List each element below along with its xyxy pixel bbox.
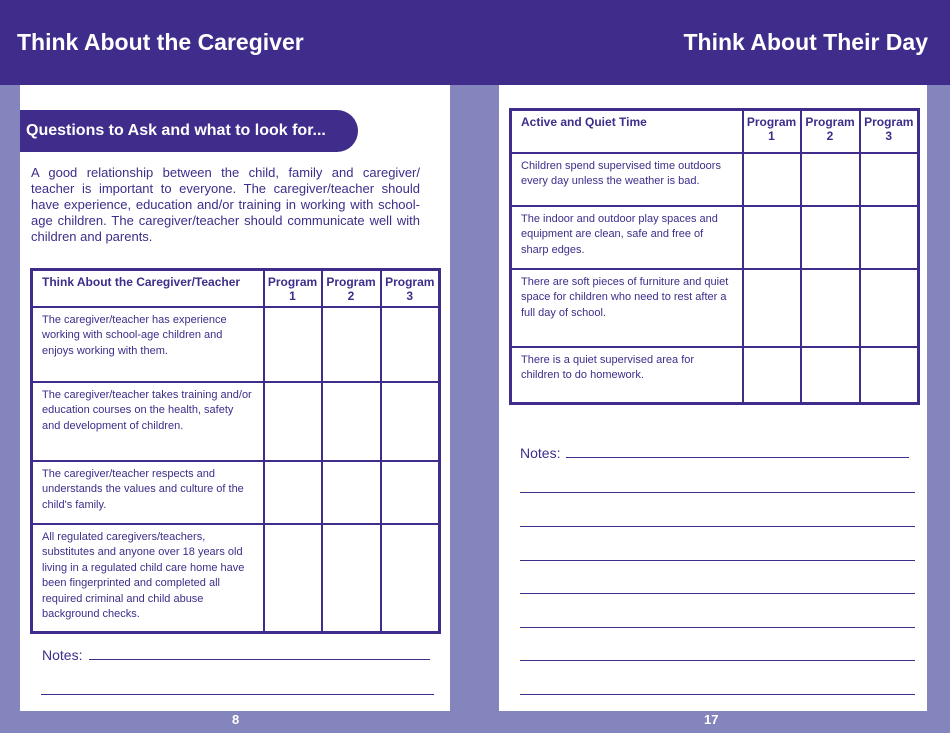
question-cell: The caregiver/teacher respects and understands the values and culture of the child's family. [32, 461, 264, 524]
checkbox-cell-program-2[interactable] [801, 206, 860, 269]
checkbox-cell-program-3[interactable] [381, 307, 440, 382]
notes-label: Notes: [520, 445, 561, 461]
question-cell: The caregiver/teacher takes training and/or education courses on the health, safety and development of children. [32, 382, 264, 461]
right-page [499, 85, 927, 711]
notes-line[interactable] [41, 694, 434, 695]
right-page-number: 17 [704, 712, 719, 727]
checkbox-cell-program-3[interactable] [381, 461, 440, 524]
checkbox-cell-program-2[interactable] [801, 269, 860, 347]
table-row [32, 461, 440, 524]
checkbox-cell-program-1[interactable] [743, 347, 801, 404]
notes-field[interactable] [520, 445, 560, 461]
table-row [511, 347, 919, 404]
program-1-header: Program 1 [264, 270, 322, 307]
left-page [20, 85, 450, 711]
table-header-row [32, 270, 440, 307]
checkbox-cell-program-1[interactable] [264, 461, 322, 524]
notes-line[interactable] [520, 492, 915, 493]
question-cell: There are soft pieces of furniture and quiet space for children who need to rest after a full day of school. [511, 269, 743, 347]
checkbox-cell-program-3[interactable] [381, 524, 440, 633]
checkbox-cell-program-3[interactable] [860, 347, 919, 404]
program-2-header: Program 2 [322, 270, 381, 307]
question-cell: There is a quiet supervised area for children to do homework. [511, 347, 743, 404]
notes-line[interactable] [566, 457, 909, 458]
checkbox-cell-program-3[interactable] [860, 269, 919, 347]
table-row [511, 206, 919, 269]
question-cell: All regulated caregivers/teachers, substitutes and anyone over 18 years old living in a regulated child care home have been fingerprinted and completed all required criminal and child abuse background checks. [32, 524, 264, 633]
question-cell: The caregiver/teacher has experience working with school-age children and enjoys working with them. [32, 307, 264, 382]
section-heading: Questions to Ask and what to look for... [20, 110, 358, 152]
notes-line[interactable] [520, 694, 915, 695]
notes-field[interactable] [42, 647, 82, 663]
question-cell: Children spend supervised time outdoors every day unless the weather is bad. [511, 153, 743, 206]
table-row [32, 307, 440, 382]
table-header-label: Think About the Caregiver/Teacher [32, 270, 264, 307]
checkbox-cell-program-1[interactable] [264, 382, 322, 461]
checkbox-cell-program-1[interactable] [743, 269, 801, 347]
left-page-title: Think About the Caregiver [17, 29, 304, 55]
checkbox-cell-program-2[interactable] [322, 461, 381, 524]
table-row [511, 153, 919, 206]
checkbox-cell-program-2[interactable] [322, 307, 381, 382]
notes-line[interactable] [89, 659, 430, 660]
checkbox-cell-program-1[interactable] [264, 524, 322, 633]
checkbox-cell-program-3[interactable] [381, 382, 440, 461]
program-3-header: Program 3 [860, 110, 919, 153]
notes-line[interactable] [520, 660, 915, 661]
notes-label: Notes: [42, 647, 83, 663]
program-3-header: Program 3 [381, 270, 440, 307]
right-page-title: Think About Their Day [683, 29, 928, 55]
table-row [32, 524, 440, 633]
table-header-row [511, 110, 919, 153]
active-quiet-time-table [509, 108, 920, 405]
table-row [511, 269, 919, 347]
checkbox-cell-program-1[interactable] [743, 206, 801, 269]
notes-line[interactable] [520, 526, 915, 527]
program-2-header: Program 2 [801, 110, 860, 153]
notes-line[interactable] [520, 593, 915, 594]
notes-line[interactable] [520, 627, 915, 628]
header-bar [0, 0, 950, 85]
checkbox-cell-program-3[interactable] [860, 153, 919, 206]
intro-paragraph: A good relationship between the child, family and caregiver/ teacher is important to everyone. The caregiver/teacher should have experience, education and/or training in working with school-age children. The caregiver/teacher should communicate well with children and parents. [31, 165, 420, 244]
left-page-number: 8 [232, 712, 240, 727]
table-row [32, 382, 440, 461]
question-cell: The indoor and outdoor play spaces and equipment are clean, safe and free of sharp edges. [511, 206, 743, 269]
checkbox-cell-program-2[interactable] [322, 382, 381, 461]
notes-line[interactable] [520, 560, 915, 561]
checkbox-cell-program-2[interactable] [322, 524, 381, 633]
program-1-header: Program 1 [743, 110, 801, 153]
table-header-label: Active and Quiet Time [511, 110, 743, 153]
checkbox-cell-program-2[interactable] [801, 153, 860, 206]
checkbox-cell-program-3[interactable] [860, 206, 919, 269]
checkbox-cell-program-1[interactable] [743, 153, 801, 206]
checkbox-cell-program-1[interactable] [264, 307, 322, 382]
caregiver-checklist-table [30, 268, 441, 634]
checkbox-cell-program-2[interactable] [801, 347, 860, 404]
